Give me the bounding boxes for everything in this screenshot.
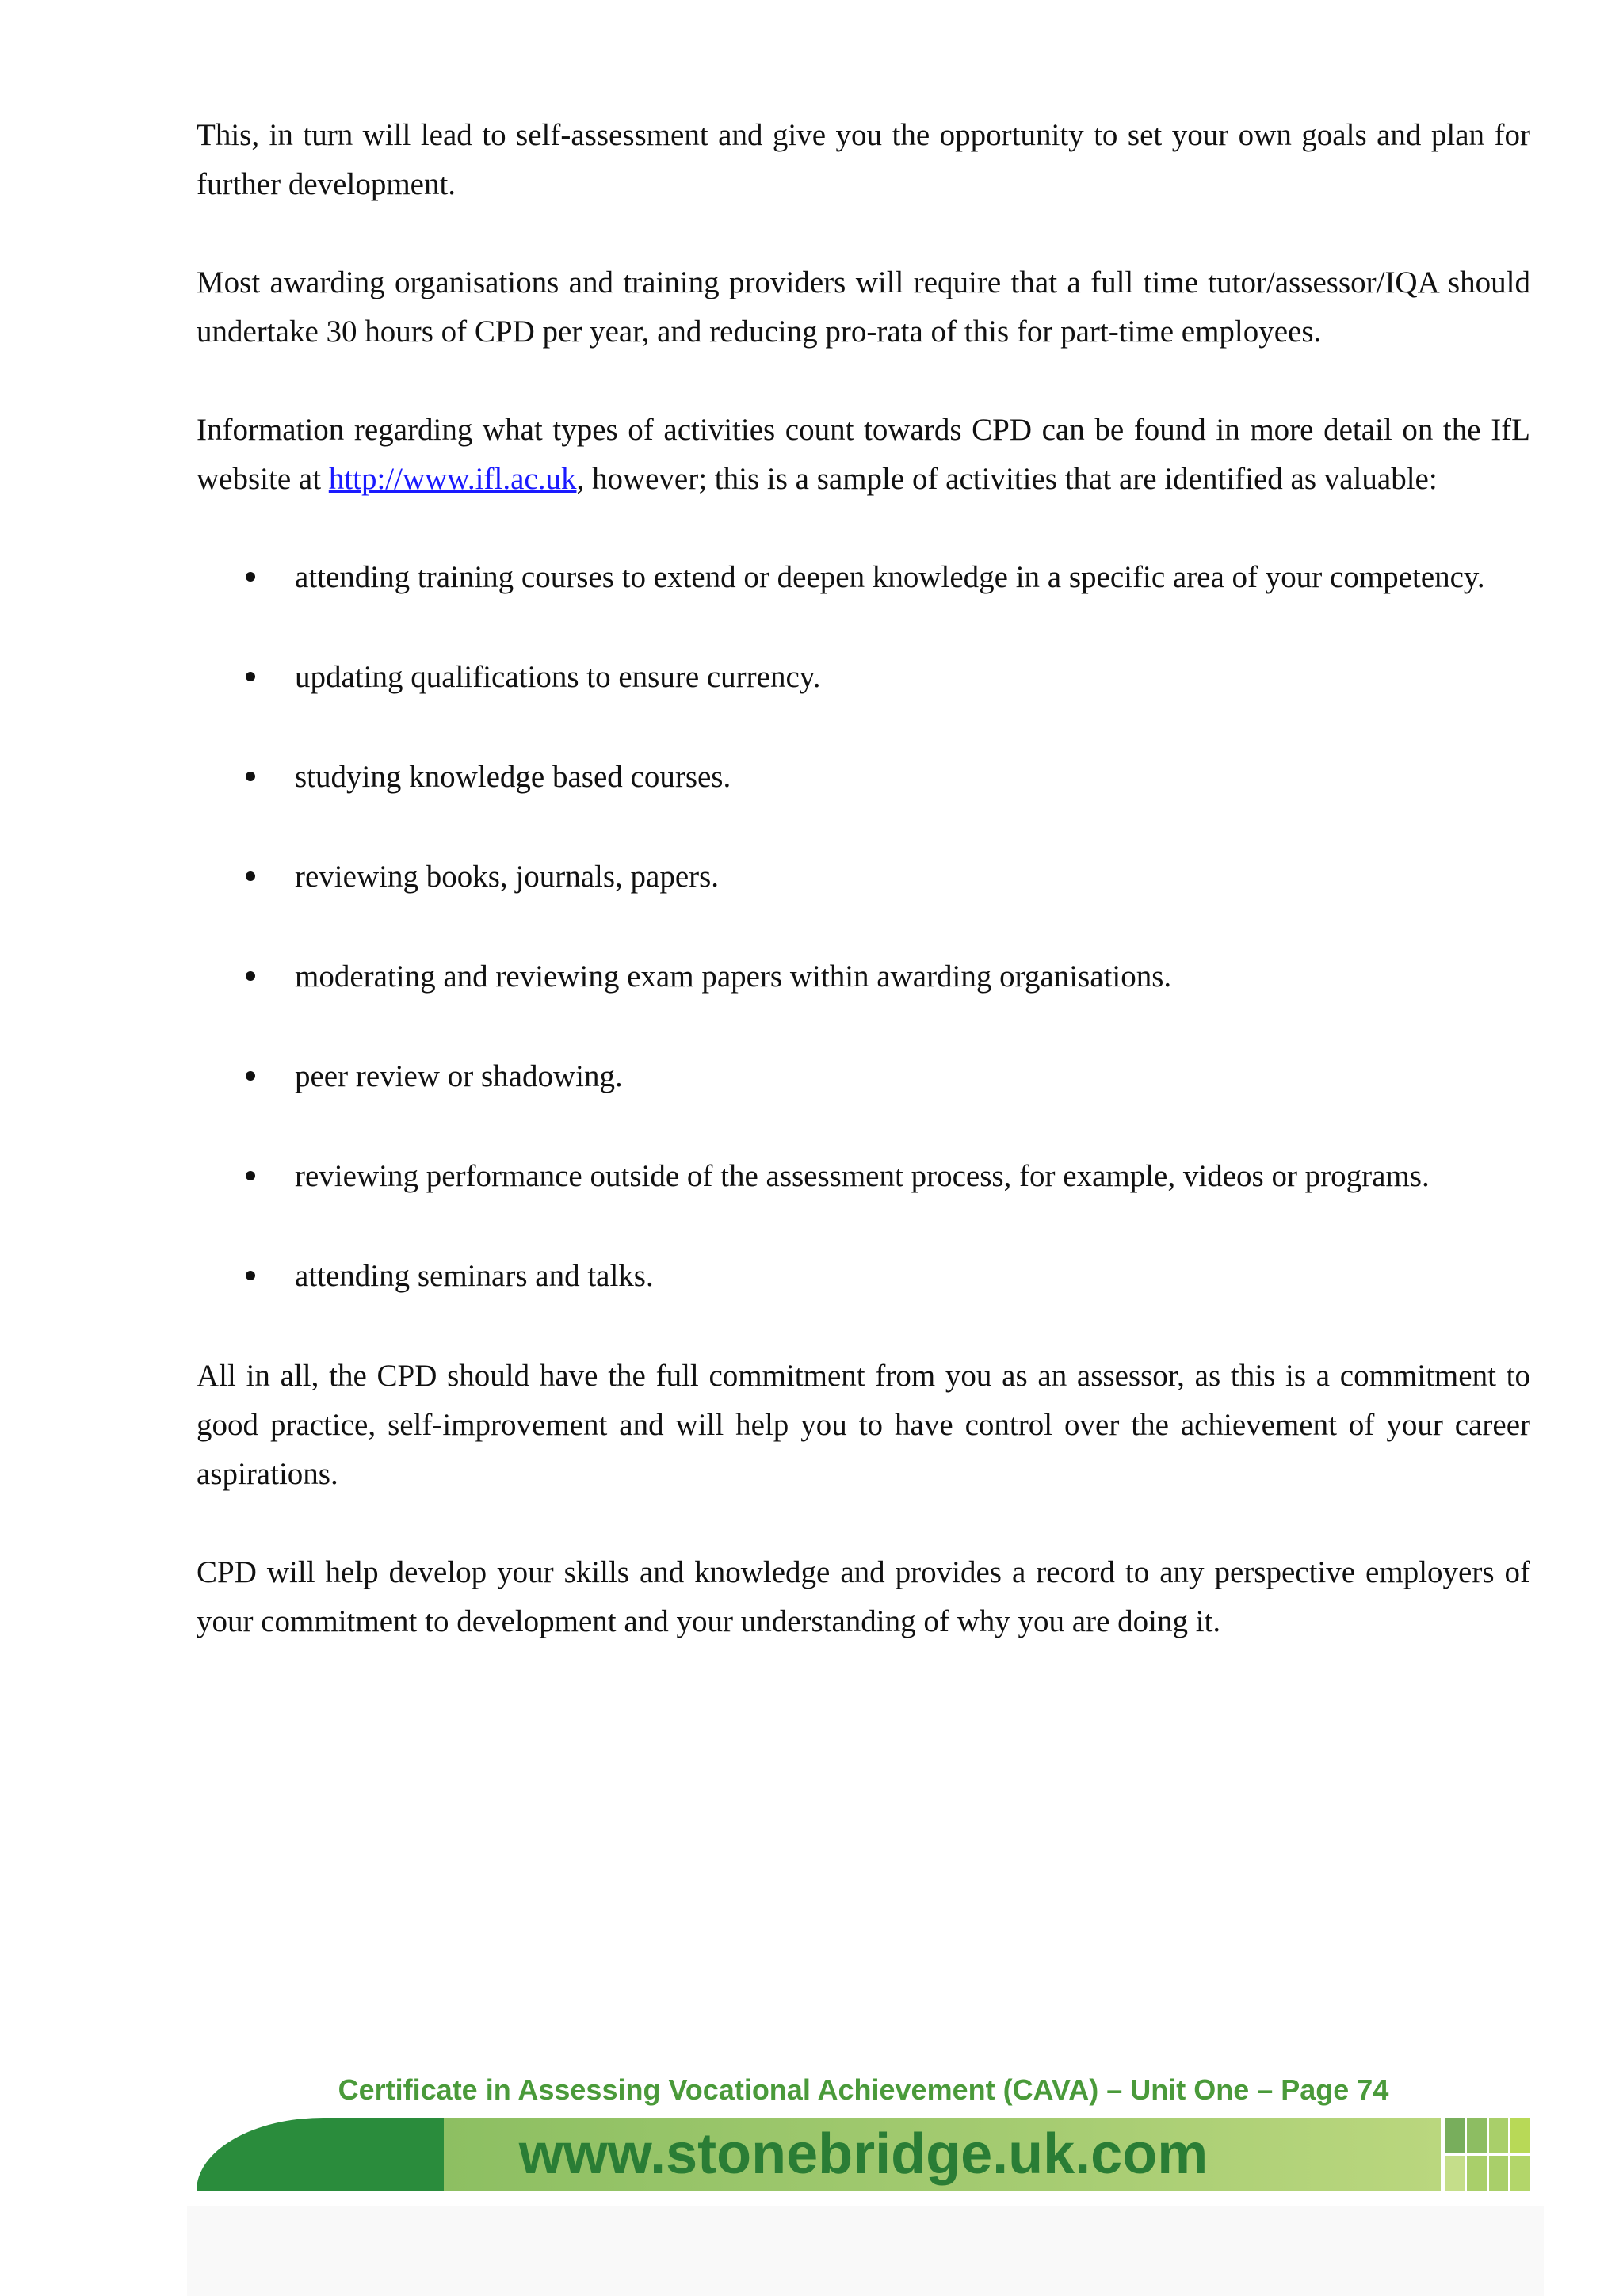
list-item-text: attending training courses to extend or deepen knowledge in a specific area of your competency. bbox=[295, 560, 1485, 594]
banner-tile bbox=[1467, 2118, 1487, 2153]
bullet-icon bbox=[246, 1171, 255, 1180]
bullet-icon bbox=[246, 1271, 255, 1280]
bullet-icon bbox=[246, 871, 255, 881]
list-item-text: reviewing performance outside of the assessment process, for example, videos or programs. bbox=[295, 1159, 1430, 1193]
bullet-icon bbox=[246, 672, 255, 681]
paragraph: This, in turn will lead to self-assessment and give you the opportunity to set your own goals and plan for further development. bbox=[197, 118, 1530, 201]
banner-tile bbox=[1489, 2118, 1509, 2153]
activity-list bbox=[197, 553, 1530, 1301]
banner-tile bbox=[1510, 2156, 1530, 2191]
paragraph: All in all, the CPD should have the full commitment from you as an assessor, as this is a commitment to good practice, self-improvement and will help you to have control over the achievement of your career aspirations. bbox=[197, 1359, 1530, 1491]
footer-banner bbox=[197, 2118, 1530, 2191]
bullet-icon bbox=[246, 772, 255, 781]
list-item-text: peer review or shadowing. bbox=[295, 1059, 623, 1093]
footer-caption: Certificate in Assessing Vocational Achievement (CAVA) – Unit One – Page 74 bbox=[338, 2073, 1389, 2106]
document-body bbox=[197, 111, 1530, 1695]
list-item bbox=[197, 1152, 1530, 1201]
list-item-text: attending seminars and talks. bbox=[295, 1259, 654, 1293]
bullet-icon bbox=[246, 971, 255, 981]
list-item bbox=[197, 1052, 1530, 1101]
banner-tile bbox=[1467, 2156, 1487, 2191]
paragraph: CPD will help develop your skills and knowledge and provides a record to any perspective employers of your commitment to development and your understanding of why you are doing it. bbox=[197, 1555, 1530, 1638]
list-item-text: updating qualifications to ensure currency. bbox=[295, 660, 821, 694]
paragraph: Most awarding organisations and training providers will require that a full time tutor/assessor/IQA should undertake 30 hours of CPD per year, and reducing pro-rata of this for part-time employees. bbox=[197, 265, 1530, 349]
bullet-icon bbox=[246, 572, 255, 582]
list-item bbox=[197, 852, 1530, 902]
list-item-text: reviewing books, journals, papers. bbox=[295, 860, 720, 894]
banner-tile bbox=[1445, 2118, 1465, 2153]
info-text-before-link: Information regarding what types of activities count towards CPD can be found in more detail on the IfL website at bbox=[197, 413, 1530, 496]
list-item-text: studying knowledge based courses. bbox=[295, 760, 731, 794]
ifl-website-link[interactable]: http://www.ifl.ac.uk bbox=[328, 462, 577, 496]
list-item bbox=[197, 753, 1530, 802]
list-item bbox=[197, 952, 1530, 1001]
banner-tile bbox=[1510, 2118, 1530, 2153]
list-item bbox=[197, 1252, 1530, 1301]
banner-tile bbox=[1445, 2156, 1465, 2191]
banner-tile-grid bbox=[1445, 2118, 1530, 2191]
info-text-after-link: , however; this is a sample of activities that are identified as valuable: bbox=[576, 462, 1438, 496]
list-item-text: moderating and reviewing exam papers within awarding organisations. bbox=[295, 959, 1172, 994]
info-paragraph bbox=[197, 406, 1530, 504]
bullet-icon bbox=[246, 1071, 255, 1081]
list-item bbox=[197, 553, 1530, 602]
footer-website-url: www.stonebridge.uk.com bbox=[518, 2122, 1209, 2186]
list-item bbox=[197, 653, 1530, 702]
banner-tile bbox=[1489, 2156, 1509, 2191]
page-bottom-margin bbox=[187, 2206, 1544, 2296]
